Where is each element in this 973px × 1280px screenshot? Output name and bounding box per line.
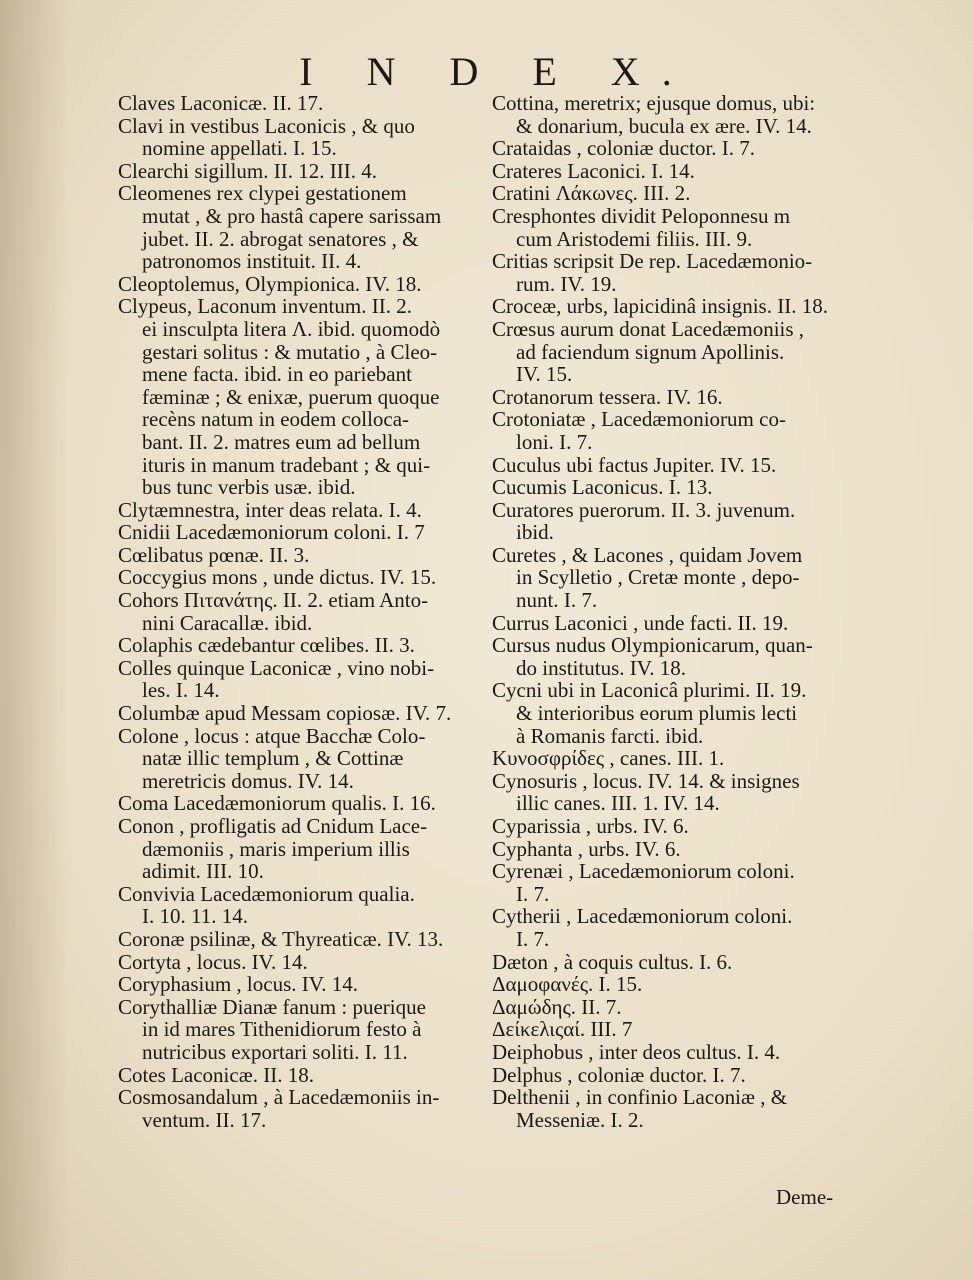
index-entry: Deiphobus , inter deos cultus. I. 4. — [492, 1039, 781, 1064]
index-entry: Corythalliæ Dianæ fanum : puerique in id mares Tithenidiorum festo à nutricibus exportari soliti. I. 11. — [118, 994, 426, 1064]
index-entry: Crataidas , coloniæ ductor. I. 7. — [492, 136, 756, 161]
index-entry: Δαμώδης. II. 7. — [492, 994, 622, 1019]
index-entry: Crotanorum tessera. IV. 16. — [492, 384, 723, 409]
index-entry: Cosmosandalum , à Lacedæmoniis in- ventum. II. 17. — [118, 1085, 440, 1132]
index-entry: Cyphanta , urbs. IV. 6. — [492, 836, 681, 861]
index-entry: Δαμοφανές. I. 15. — [492, 972, 643, 997]
index-entry: Cynosuris , locus. IV. 14. & insignes illic canes. III. 1. IV. 14. — [492, 768, 800, 816]
index-entry: Cnidii Lacedæmoniorum coloni. I. 7 — [118, 520, 425, 545]
index-entry: Coronæ psilinæ, & Thyreaticæ. IV. 13. — [118, 926, 444, 951]
catchword: Deme- — [776, 1185, 834, 1209]
index-entry: Crateres Laconici. I. 14. — [492, 158, 695, 183]
index-entry: Cottina, meretrix; ejusque domus, ubi: & donarium, bucula ex ære. IV. 14. — [492, 91, 816, 138]
index-entry: Cotes Laconicæ. II. 18. — [118, 1062, 314, 1087]
index-entry: Cyrenæi , Lacedæmoniorum coloni. I. 7. — [492, 859, 795, 906]
index-entry: Cycni ubi in Laconicâ plurimi. II. 19. & interioribus eorum plumis lecti à Romanis farcti. ibid. — [492, 678, 807, 748]
index-entry: Conon , profligatis ad Cnidum Lace- dæmoniis , maris imperium illis adimit. III. 10. — [118, 814, 428, 884]
index-entry: Cuculus ubi factus Jupiter. IV. 15. — [492, 452, 777, 477]
index-entry: Colles quinque Laconicæ , vino nobi- les. I. 14. — [118, 655, 435, 703]
index-entry: Dæton , à coquis cultus. I. 6. — [492, 949, 733, 974]
index-entry: Cytherii , Lacedæmoniorum coloni. I. 7. — [492, 904, 793, 951]
index-entry: Critias scripsit De rep. Lacedæmonio- rum. IV. 19. — [492, 249, 813, 296]
index-entry: Delthenii , in confinio Laconiæ , & Messeniæ. I. 2. — [492, 1085, 788, 1132]
index-entry: Cleomenes rex clypei gestationem mutat , & pro hastâ capere sarissam jubet. II. 2. abrogat senatores , & patronomos instituit. II. 4. — [118, 181, 442, 274]
index-entry: Clearchi sigillum. II. 12. III. 4. — [118, 158, 377, 183]
index-entry: Clavi in vestibus Laconicis , & quo nomine appellati. I. 15. — [118, 113, 415, 161]
index-entry: Coma Lacedæmoniorum qualis. I. 16. — [118, 791, 436, 816]
index-entry: Cratini Λάκωνες. III. 2. — [492, 181, 691, 206]
index-entry: Δείκελιςαί. III. 7 — [492, 1017, 633, 1042]
index-entry: Cortyta , locus. IV. 14. — [118, 949, 308, 974]
index-entry: Crotoniatæ , Lacedæmoniorum co- loni. I. 7. — [492, 407, 786, 454]
page-header: I N D E X. — [299, 49, 694, 94]
right-column — [492, 92, 864, 1131]
index-entry: Cœlibatus pœnæ. II. 3. — [118, 542, 310, 567]
index-entry: Curatores puerorum. II. 3. juvenum. ibid. — [492, 497, 796, 545]
index-entry: Currus Laconici , unde facti. II. 19. — [492, 610, 789, 635]
index-entry: Delphus , coloniæ ductor. I. 7. — [492, 1062, 746, 1087]
index-entry: Cohors Πιτανάτης. II. 2. etiam Anto- nini Caracallæ. ibid. — [118, 588, 429, 635]
index-entry: Crœsus aurum donat Lacedæmoniis , ad faciendum signum Apollinis. IV. 15. — [492, 316, 805, 387]
index-entry: Cleoptolemus, Olympionica. IV. 18. — [118, 271, 422, 296]
index-entry: Columbæ apud Messam copiosæ. IV. 7. — [118, 701, 452, 726]
index-entry: Curetes , & Lacones , quidam Jovem in Scylletio , Cretæ monte , depo- nunt. I. 7. — [492, 542, 803, 613]
index-entry: Coryphasium , locus. IV. 14. — [118, 972, 358, 997]
index-entry: Coccygius mons , unde dictus. IV. 15. — [118, 565, 437, 590]
binding-shadow — [0, 0, 70, 1280]
index-entry: Clytæmnestra, inter deas relata. I. 4. — [118, 497, 422, 522]
left-column — [118, 92, 492, 1131]
index-entry: Clypeus, Laconum inventum. II. 2. ei insculpta litera Λ. ibid. quomodò gestari solitus : & mutatio , à Cleo- mene facta. ibid. in eo pariebant fæminæ ; & enixæ, puerum quoque recèns natum in eodem colloca- bant. II. 2. matres eum ad bellum ituris in manum tradebant ; & qui- bus tunc verbis usæ. ibid. — [118, 294, 441, 500]
index-entry: Cursus nudus Olympionicarum, quan- do institutus. IV. 18. — [492, 633, 813, 680]
index-entry: Cresphontes dividit Peloponnesu m cum Aristodemi filiis. III. 9. — [492, 203, 791, 251]
index-entry: Colone , locus : atque Bacchæ Colo- natæ illic templum , & Cottinæ meretricis domus. IV. 14. — [118, 723, 426, 793]
index-entry: Colaphis cædebantur cœlibes. II. 3. — [118, 633, 415, 658]
index-entry: Cyparissia , urbs. IV. 6. — [492, 814, 689, 838]
index-entry: Convivia Lacedæmoniorum qualia. I. 10. 11. 14. — [118, 881, 415, 929]
index-entry: Κυνοσφρίδες , canes. III. 1. — [492, 746, 725, 771]
index-entry: Claves Laconicæ. II. 17. — [118, 91, 324, 115]
index-entry: Cucumis Laconicus. I. 13. — [492, 475, 713, 500]
index-entry: Croceæ, urbs, lapicidinâ insignis. II. 18. — [492, 294, 828, 319]
